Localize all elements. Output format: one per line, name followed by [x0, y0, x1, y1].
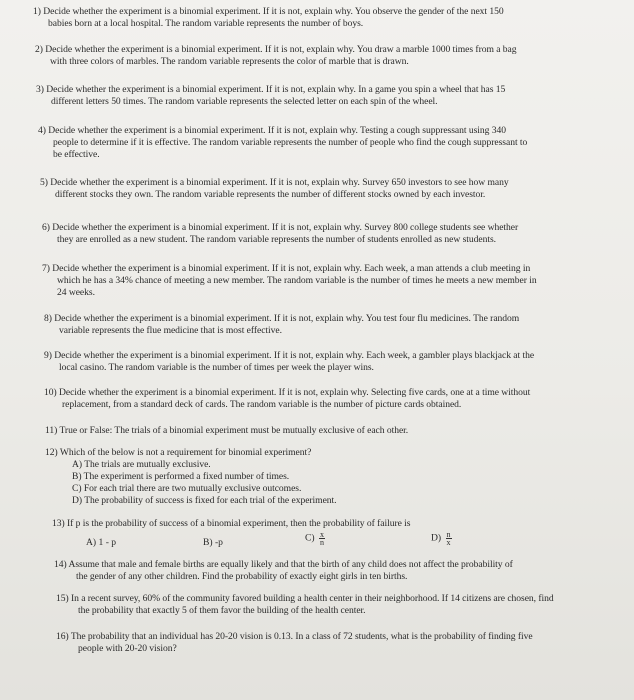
question-14 [54, 559, 513, 583]
question-line: 15) In a recent survey, 60% of the community favored building a health center in their neighborhood. If 14 citizens are chosen, find [56, 593, 554, 604]
question-line: 8) Decide whether the experiment is a binomial experiment. If it is not, explain why. You test four flu medicines. The random [44, 313, 520, 324]
choice-a: A) The trials are mutually exclusive. [72, 459, 211, 470]
question-13 [52, 518, 410, 530]
question-line: replacement, from a standard deck of cards. The random variable is the number of picture cards obtained. [62, 399, 462, 410]
question-line: 4) Decide whether the experiment is a binomial experiment. If it is not, explain why. Testing a cough suppressant using 340 [38, 125, 506, 136]
question-1 [33, 6, 504, 30]
question-line: people with 20-20 vision? [78, 643, 177, 654]
choice-b: B) The experiment is performed a fixed number of times. [72, 471, 290, 482]
question-line: which he has a 34% chance of meeting a new member. The random variable is the number of times he meets a new member in [57, 275, 537, 286]
question-2 [35, 44, 516, 68]
fraction-n-over-x [446, 531, 452, 546]
fraction-numerator: n [446, 530, 451, 539]
question-line: be effective. [53, 149, 100, 160]
question-line: 12) Which of the below is not a requirement for binomial experiment? [45, 447, 312, 458]
question-line: babies born at a local hospital. The random variable represents the number of boys. [48, 18, 364, 29]
question-9 [44, 350, 534, 374]
question-line: 2) Decide whether the experiment is a binomial experiment. If it is not, explain why. You draw a marble 1000 times from a bag [35, 44, 517, 55]
question-line: 13) If p is the probability of success of a binomial experiment, then the probability of failure is [52, 518, 411, 529]
question-12 [45, 447, 337, 507]
question-line: different stocks they own. The random variable represents the number of different stocks owned by each investor. [55, 189, 486, 200]
q13-option-a: A) 1 - p [86, 537, 117, 548]
question-line: 10) Decide whether the experiment is a binomial experiment. If it is not, explain why. Selecting five cards, one at a time without [44, 387, 531, 398]
question-10 [44, 387, 530, 411]
question-line: the gender of any other children. Find the probability of exactly eight girls in ten births. [76, 571, 408, 582]
choice-c: C) For each trial there are two mutually exclusive outcomes. [72, 483, 302, 494]
question-15 [56, 593, 554, 617]
question-11 [45, 425, 408, 437]
question-16 [56, 631, 533, 655]
choice-d: D) The probability of success is fixed for each trial of the experiment. [72, 495, 337, 506]
q13-option-d [431, 531, 452, 546]
question-line: the probability that exactly 5 of them favor the building of the health center. [78, 605, 366, 616]
question-line: 3) Decide whether the experiment is a binomial experiment. If it is not, explain why. In a game you spin a wheel that has 15 [36, 84, 506, 95]
question-line: different letters 50 times. The random variable represents the selected letter on each spin of the wheel. [51, 96, 438, 107]
q13-option-d-label: D) [431, 532, 442, 544]
question-6 [42, 222, 518, 246]
fraction-denominator: n [320, 538, 324, 547]
q13-option-c [305, 531, 325, 546]
question-line: local casino. The random variable is the number of times per week the player wins. [59, 362, 374, 373]
question-line: 11) True or False: The trials of a binomial experiment must be mutually exclusive of each other. [45, 425, 409, 436]
question-4 [38, 125, 527, 161]
question-line: 24 weeks. [57, 287, 95, 298]
question-line: 14) Assume that male and female births are equally likely and that the birth of any child does not affect the probability of [54, 559, 513, 570]
question-5 [40, 177, 509, 201]
question-line: 5) Decide whether the experiment is a binomial experiment. If it is not, explain why. Survey 650 investors to see how many [40, 177, 509, 188]
fraction-numerator: x [320, 530, 324, 539]
question-line: 16) The probability that an individual has 20-20 vision is 0.13. In a class of 72 students, what is the probability of finding five [56, 631, 533, 642]
question-line: with three colors of marbles. The random variable represents the color of marble that is drawn. [50, 56, 409, 67]
question-line: they are enrolled as a new student. The random variable represents the number of students enrolled as new students. [57, 234, 496, 245]
question-line: 6) Decide whether the experiment is a binomial experiment. If it is not, explain why. Survey 800 college students see whether [42, 222, 519, 233]
q13-option-b: B) -p [203, 537, 223, 548]
fraction-x-over-n [319, 531, 325, 546]
question-7 [42, 263, 537, 299]
question-line: 9) Decide whether the experiment is a binomial experiment. If it is not, explain why. Each week, a gambler plays blackjack at the [44, 350, 535, 361]
question-line: 7) Decide whether the experiment is a binomial experiment. If it is not, explain why. Each week, a man attends a club meeting in [42, 263, 531, 274]
question-line: variable represents the flue medicine that is most effective. [59, 325, 282, 336]
question-3 [36, 84, 505, 108]
q13-option-c-label: C) [305, 532, 315, 544]
question-line: 1) Decide whether the experiment is a binomial experiment. If it is not, explain why. You observe the gender of the next 150 [33, 6, 504, 17]
question-line: people to determine if it is effective. The random variable represents the number of people who find the cough suppressant to [53, 137, 528, 148]
fraction-denominator: x [446, 538, 451, 547]
question-8 [44, 313, 519, 337]
